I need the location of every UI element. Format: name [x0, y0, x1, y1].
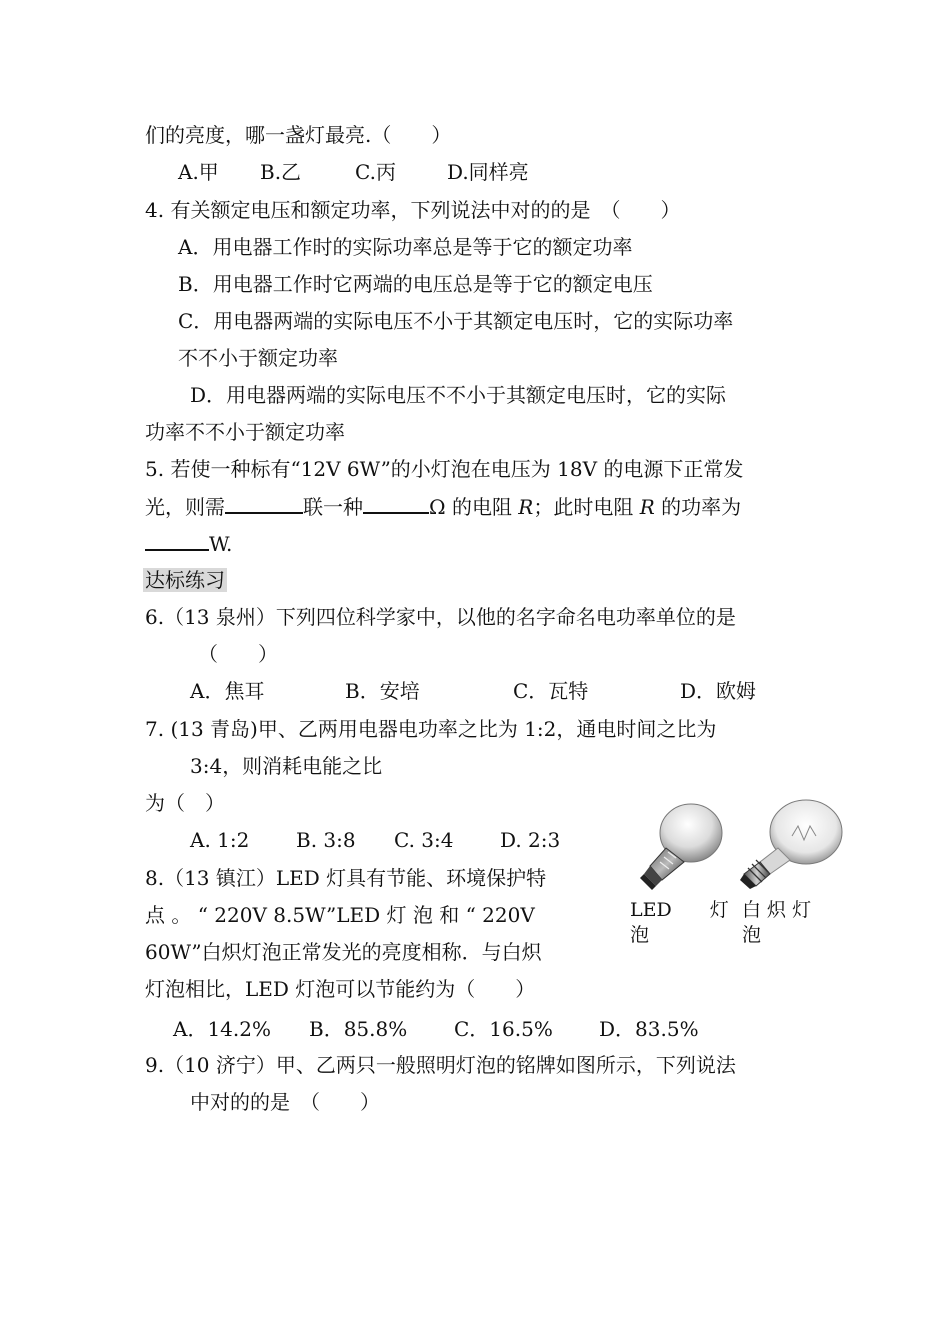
q9-line1: 9.（10 济宁）甲、乙两只一般照明灯泡的铭牌如图所示，下列说法 [145, 1053, 736, 1077]
q7-option-c: C. 3:4 [394, 828, 454, 852]
q3-stem-tail: 们的亮度，哪一盏灯最亮.（ ） [145, 123, 452, 147]
q8-line3: 60W”白炽灯泡正常发光的亮度相称．与白炽 [145, 940, 542, 964]
q3-option-a: A.甲 [178, 160, 219, 184]
q6-option-a: A．焦耳 [190, 679, 265, 703]
q5-text-b: 联一种 [303, 495, 363, 519]
q3-options [178, 158, 529, 186]
q5-blank-1[interactable] [225, 492, 303, 514]
incandescent-caption-line2: 泡 [742, 924, 762, 946]
q5-blank-3[interactable] [145, 529, 209, 551]
incandescent-caption-line1: 白 炽 灯 [742, 899, 812, 921]
q6-options [190, 677, 756, 705]
q8-option-d: D．83.5% [599, 1017, 699, 1041]
q3-option-b: B.乙 [260, 160, 302, 184]
q4-option-c-line2: 不不小于额定功率 [178, 346, 338, 370]
q5-line2 [145, 492, 741, 520]
q5-text-c: Ω 的电阻 [429, 495, 519, 519]
q5-blank-2[interactable] [363, 492, 429, 514]
q4-option-a: A．用电器工作时的实际功率总是等于它的额定功率 [178, 235, 633, 259]
q6-paren: （ ） [198, 642, 278, 666]
q7-option-a: A. 1:2 [190, 828, 250, 852]
led-caption-line2: 泡 [630, 924, 650, 946]
q5-unit: W. [209, 532, 233, 556]
q5-line1: 5. 若使一种标有“12V 6W”的小灯泡在电压为 18V 的电源下正常发 [145, 457, 744, 481]
section-heading-text: 达标练习 [145, 568, 225, 592]
q8-options [173, 1015, 699, 1043]
q7-options [190, 826, 560, 854]
q7-option-b: B. 3:8 [296, 828, 356, 852]
q7-line2: 3:4，则消耗电能之比 [190, 754, 383, 778]
q8-option-c: C．16.5% [454, 1017, 553, 1041]
q3-option-c: C.丙 [355, 160, 396, 184]
q9-line2: 中对的的是 （ ） [190, 1090, 380, 1114]
incandescent-bulb-image [734, 796, 846, 890]
q4-option-c-line1: C．用电器两端的实际电压不小于其额定电压时，它的实际功率 [178, 309, 734, 333]
q5-line3 [145, 529, 232, 557]
q7-line1: 7. (13 青岛)甲、乙两用电器电功率之比为 1:2，通电时间之比为 [145, 717, 717, 741]
led-bulb-image [636, 800, 726, 892]
q7-line3: 为（ ） [145, 791, 225, 815]
q7-option-d: D. 2:3 [500, 828, 561, 852]
q5-r-symbol-2: R [639, 495, 655, 519]
q4-option-d-line2: 功率不不小于额定功率 [145, 420, 345, 444]
q6-option-c: C．瓦特 [513, 679, 589, 703]
q3-option-d: D.同样亮 [447, 160, 529, 184]
q5-text-a: 光，则需 [145, 495, 225, 519]
q6-option-d: D．欧姆 [680, 679, 757, 703]
section-heading [143, 566, 227, 594]
q5-text-e: 的功率为 [654, 495, 742, 519]
q4-option-b: B．用电器工作时它两端的电压总是等于它的额定电压 [178, 272, 653, 296]
q5-text-d: ；此时电阻 [533, 495, 640, 519]
q8-line2: 点 。 “ 220V 8.5W”LED 灯 泡 和 “ 220V [145, 903, 535, 927]
q6-stem: 6.（13 泉州）下列四位科学家中，以他的名字命名电功率单位的是 [145, 605, 736, 629]
q8-option-a: A．14.2% [173, 1017, 271, 1041]
led-caption-line1: LED 灯 [630, 899, 729, 921]
q8-line4: 灯泡相比，LED 灯泡可以节能约为（ ） [145, 977, 536, 1001]
q5-r-symbol-1: R [518, 495, 534, 519]
q8-option-b: B．85.8% [309, 1017, 408, 1041]
q4-option-d-line1: D．用电器两端的实际电压不不小于其额定电压时，它的实际 [190, 383, 727, 407]
q4-stem: 4. 有关额定电压和额定功率，下列说法中对的的是 （ ） [145, 198, 681, 222]
q6-option-b: B．安培 [345, 679, 420, 703]
q8-line1: 8.（13 镇江）LED 灯具有节能、环境保护特 [145, 866, 547, 890]
